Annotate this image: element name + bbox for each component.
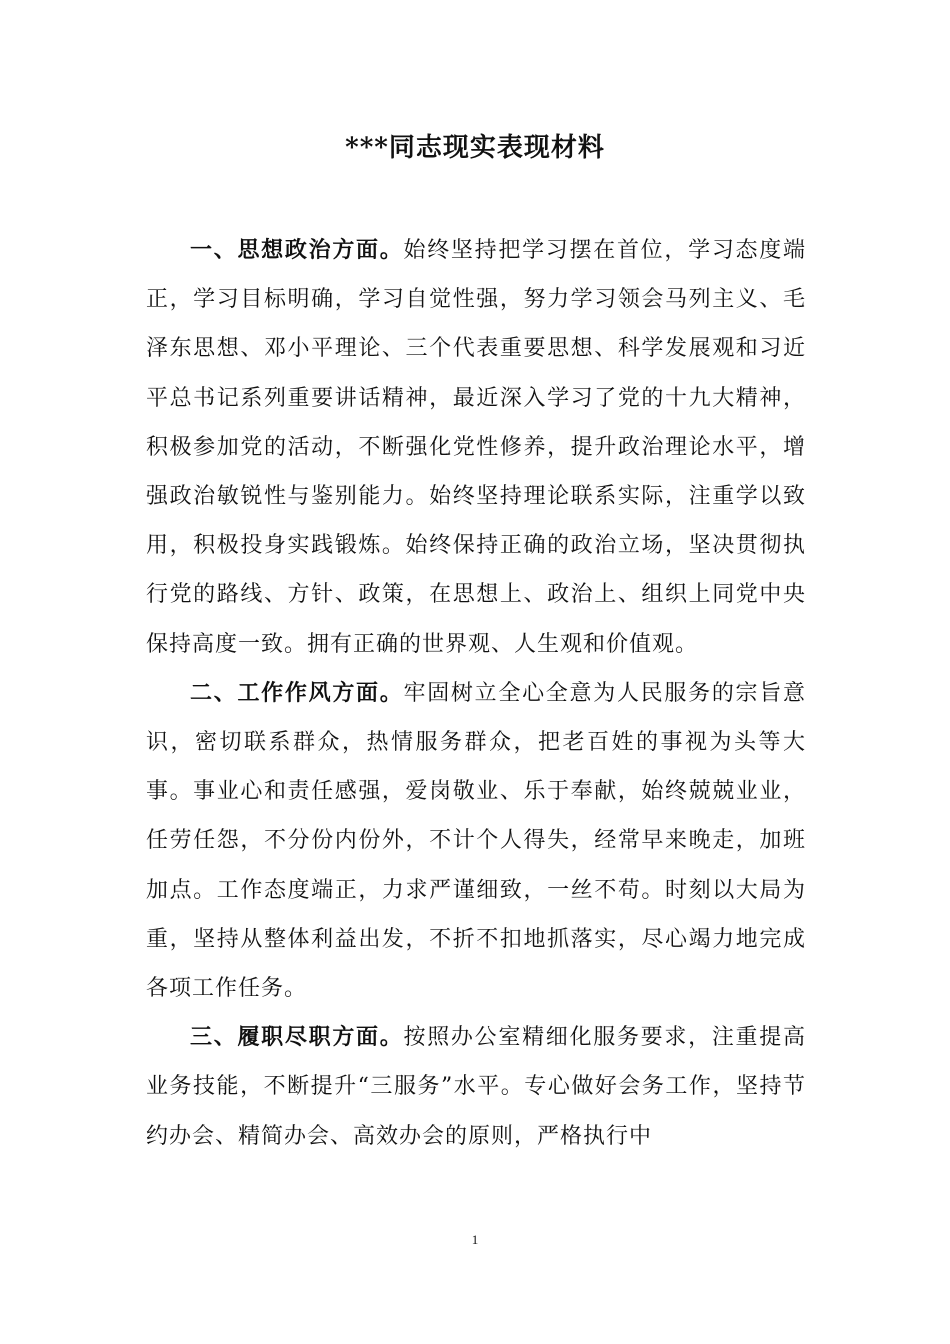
page-number: 1 [471, 1232, 479, 1247]
section-text: 始终坚持把学习摆在首位，学习态度端正，学习目标明确，学习自觉性强，努力学习领会马列主义、毛泽东思想、邓小平理论、三个代表重要思想、科学发展观和习近平总书记系列重要讲话精神，最近深入学习了党的十九大精神，积极参加党的活动，不断强化党性修养，提升政治理论水平，增强政治敏锐性与鉴别能力。始终坚持理论联系实际，注重学以致用，积极投身实践锻炼。始终保持正确的政治立场，坚决贯彻执行党的路线、方针、政策，在思想上、政治上、组织上同党中央保持高度一致。拥有正确的世界观、人生观和价值观。 [146, 238, 806, 657]
section-heading: 一、思想政治方面。 [190, 237, 404, 263]
section-duty-performance [146, 1013, 806, 1161]
document-body [146, 226, 806, 1161]
section-work-style [146, 669, 806, 1013]
document-title: ***同志现实表现材料 [345, 133, 605, 163]
section-heading: 三、履职尽职方面。 [190, 1024, 404, 1051]
section-heading: 二、工作作风方面。 [190, 679, 404, 706]
section-ideology-politics [146, 226, 806, 669]
section-text: 按照办公室精细化服务要求，注重提高业务技能，不断提升“三服务”水平。专心做好会务工作，坚持节约办会、精简办会、高效办会的原则，严格执行中 [146, 1025, 806, 1149]
section-text: 牢固树立全心全意为人民服务的宗旨意识，密切联系群众，热情服务群众，把老百姓的事视为头等大事。事业心和责任感强，爱岗敬业、乐于奉献，始终兢兢业业，任劳任怨，不分份内份外，不计个人得失，经常早来晚走，加班加点。工作态度端正，力求严谨细致，一丝不苟。时刻以大局为重，坚持从整体利益出发，不折不扣地抓落实，尽心竭力地完成各项工作任务。 [146, 680, 806, 1002]
